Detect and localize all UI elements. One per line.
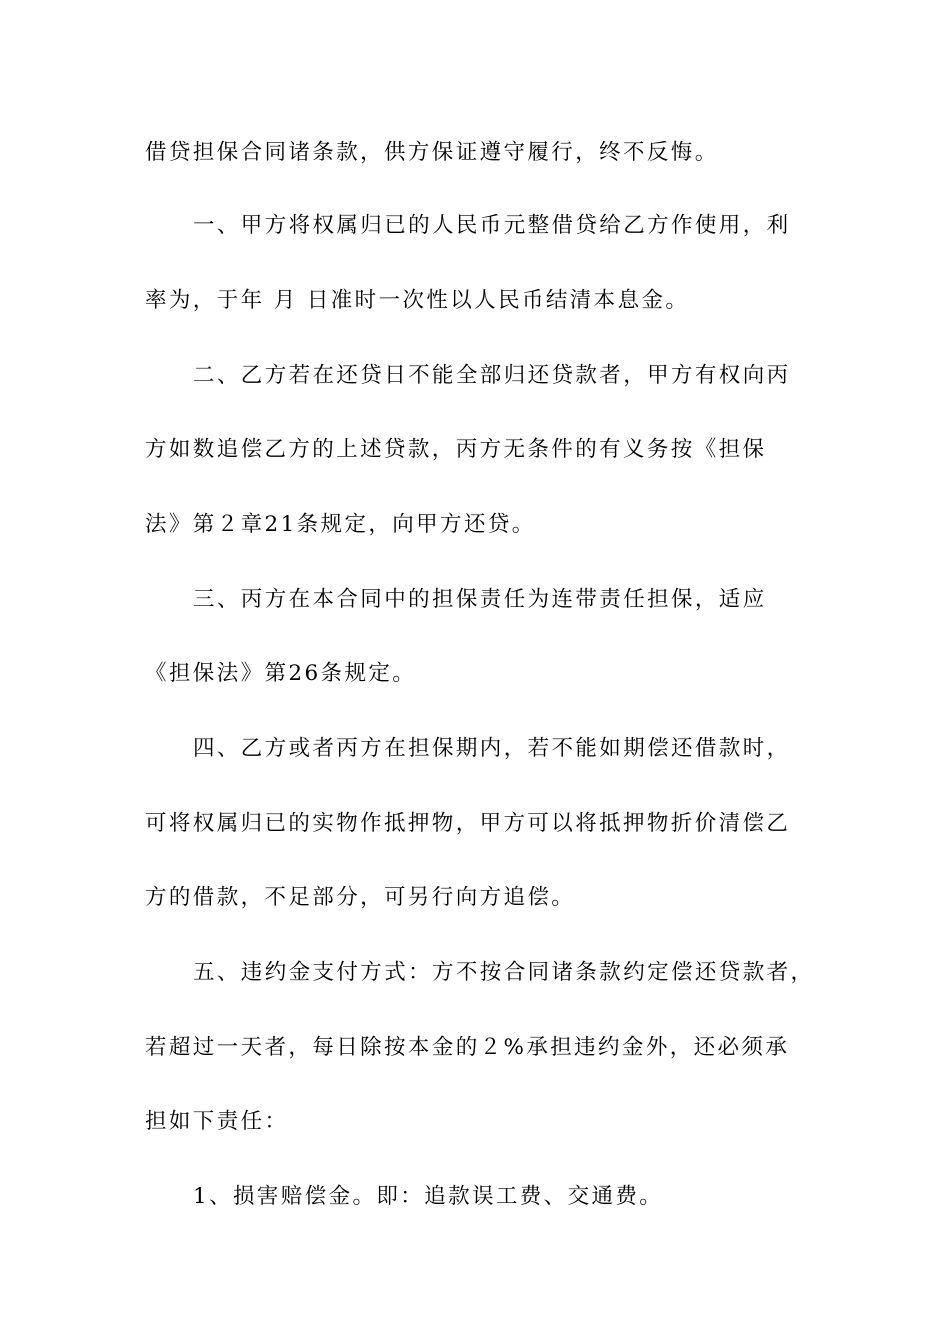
clause-3-line: 三、丙方在本合同中的担保责任为连带责任担保，适应 xyxy=(193,587,767,612)
paragraph-line: 可将权属归已的实物作抵押物，甲方可以将抵押物折价清偿乙 xyxy=(145,811,791,836)
paragraph-line: 借贷担保合同诸条款，供方保证遵守履行，终不反悔。 xyxy=(145,140,719,165)
sub-item-1-line: 1、损害赔偿金。即：追款误工费、交通费。 xyxy=(193,1184,664,1209)
paragraph-line: 若超过一天者，每日除按本金的２%承担违约金外，还必须承 xyxy=(145,1035,790,1060)
clause-4-line: 四、乙方或者丙方在担保期内，若不能如期偿还借款时， xyxy=(193,736,791,761)
clause-5-line: 五、违约金支付方式：方不按合同诸条款约定偿还贷款者， xyxy=(193,960,815,985)
paragraph-line: 方如数追偿乙方的上述贷款，丙方无条件的有义务按《担保 xyxy=(145,437,767,462)
paragraph-line: 《担保法》第26条规定。 xyxy=(145,661,417,686)
paragraph-line: 率为，于年 月 日准时一次性以人民币结清本息金。 xyxy=(145,288,690,313)
paragraph-line: 担如下责任： xyxy=(145,1109,289,1134)
clause-1-line: 一、甲方将权属归已的人民币元整借贷给乙方作使用，利 xyxy=(193,213,791,238)
clause-2-line: 二、乙方若在还贷日不能全部归还贷款者，甲方有权向丙 xyxy=(193,363,791,388)
paragraph-line: 法》第２章21条规定，向甲方还贷。 xyxy=(145,512,536,537)
paragraph-line: 方的借款，不足部分，可另行向方追偿。 xyxy=(145,885,576,910)
